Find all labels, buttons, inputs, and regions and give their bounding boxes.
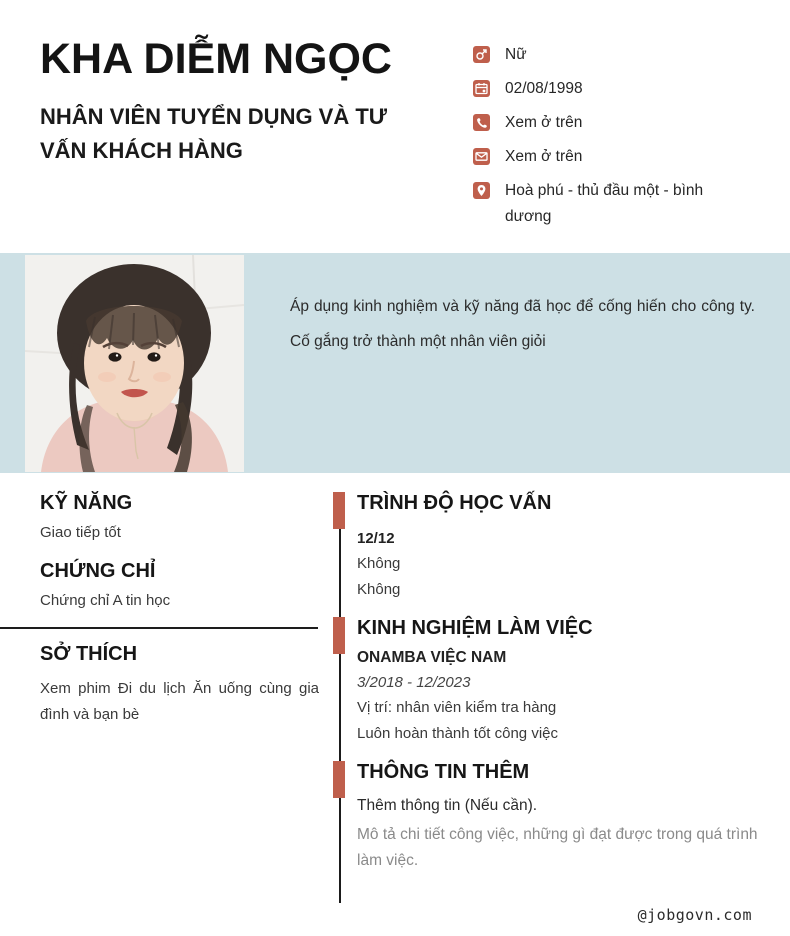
experience-line: Vị trí: nhân viên kiểm tra hàng: [357, 699, 557, 716]
experience-line: Luôn hoàn thành tốt công việc: [357, 725, 558, 742]
email-icon: [473, 148, 490, 165]
contact-phone-value: Xem ở trên: [505, 114, 583, 131]
additional-info-placeholder: Mô tả chi tiết công việc, những gì đạt được trong quá trình làm việc.: [357, 826, 758, 869]
profile-photo: [25, 255, 244, 472]
certificates-item: Chứng chỉ A tin học: [40, 592, 171, 609]
contact-row-address: [473, 178, 773, 230]
skills-item: Giao tiếp tốt: [40, 524, 121, 541]
skills-heading: KỸ NĂNG: [40, 492, 133, 514]
right-column-rule: [339, 492, 341, 903]
experience-section-marker: [333, 617, 345, 654]
additional-info-section-marker: [333, 761, 345, 798]
contact-birthdate-value: 02/08/1998: [505, 80, 583, 97]
certificates-heading: CHỨNG CHỈ: [40, 560, 156, 582]
hobbies-heading: SỞ THÍCH: [40, 643, 138, 665]
additional-info-note: Thêm thông tin (Nếu cần).: [357, 797, 538, 814]
education-section-marker: [333, 492, 345, 529]
left-column-divider: [0, 627, 318, 629]
education-heading: TRÌNH ĐỘ HỌC VẤN: [357, 492, 552, 514]
experience-period: 3/2018 - 12/2023: [357, 674, 471, 691]
gender-icon: [473, 46, 490, 63]
education-line: 12/12: [357, 530, 395, 547]
contact-row-phone: [473, 110, 773, 136]
site-watermark: @jobgovn.com: [637, 906, 752, 924]
contact-address-value: Hoà phú - thủ đầu một - bình dương: [505, 182, 704, 225]
contact-row-birthdate: [473, 76, 773, 102]
experience-heading: KINH NGHIỆM LÀM VIỆC: [357, 617, 593, 639]
hobbies-item: Xem phim Đi du lịch Ăn uống cùng gia đình và bạn bè: [40, 680, 319, 723]
experience-company: ONAMBA VIỆC NAM: [357, 649, 507, 666]
contact-row-email: [473, 144, 773, 170]
candidate-job-title: NHÂN VIÊN TUYỂN DỤNG VÀ TƯ VẤN KHÁCH HÀNG: [40, 104, 388, 163]
phone-icon: [473, 114, 490, 131]
location-icon: [473, 182, 490, 199]
calendar-icon: [473, 80, 490, 97]
contact-row-gender: [473, 42, 773, 68]
career-objective: Áp dụng kinh nghiệm và kỹ năng đã học để cống hiến cho công ty. Cố gắng trở thành một nhân viên giỏi: [290, 298, 755, 350]
education-line: Không: [357, 555, 401, 572]
candidate-name: KHA DIỄM NGỌC: [40, 35, 392, 83]
education-line: Không: [357, 581, 401, 598]
contact-email-value: Xem ở trên: [505, 148, 583, 165]
additional-info-heading: THÔNG TIN THÊM: [357, 761, 530, 783]
contact-gender-value: Nữ: [505, 46, 527, 63]
contact-list: [473, 42, 773, 230]
